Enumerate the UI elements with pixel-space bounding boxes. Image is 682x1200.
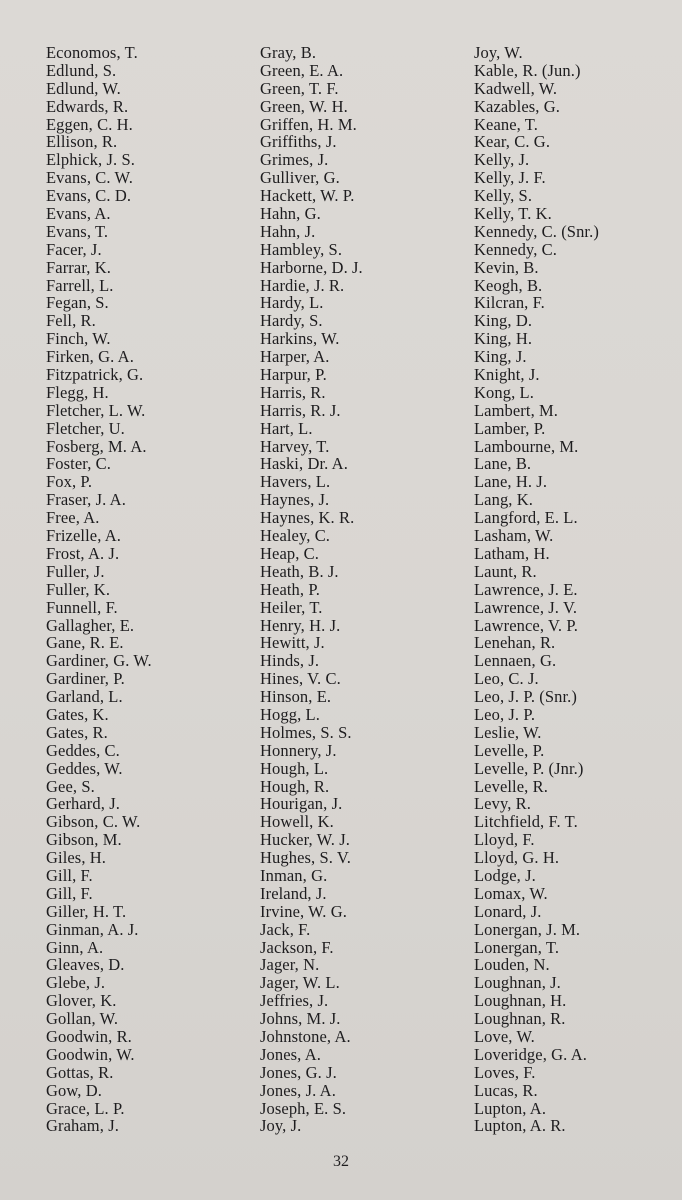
name-entry: Gibson, C. W. [46, 812, 141, 832]
name-entry: Lloyd, G. H. [474, 848, 560, 868]
name-entry: Fosberg, M. A. [46, 436, 147, 456]
name-entry: Latham, H. [474, 543, 550, 563]
name-entry: Heath, B. J. [260, 561, 339, 581]
name-entry: Harkins, W. [260, 329, 340, 349]
name-entry: Langford, E. L. [474, 508, 578, 528]
name-entry: Kazables, G. [474, 96, 560, 116]
name-entry: Hucker, W. J. [260, 830, 351, 850]
name-entry: Levelle, P. [474, 740, 545, 760]
name-entry: Harborne, D. J. [260, 257, 363, 277]
name-entry: Facer, J. [46, 239, 102, 259]
name-entry: Lenehan, R. [474, 633, 556, 653]
name-entry: Gee, S. [46, 776, 95, 796]
name-entry: Haynes, J. [260, 490, 330, 510]
name-entry: Joy, W. [474, 43, 523, 62]
name-entry: Havers, L. [260, 472, 331, 492]
name-entry: Economos, T. [46, 43, 138, 62]
name-entry: Kelly, J. F. [474, 168, 546, 188]
name-entry: Hahn, G. [260, 204, 321, 224]
name-entry: Johns, M. J. [260, 1009, 341, 1029]
name-entry: Evans, C. W. [46, 168, 133, 188]
name-entry: Kadwell, W. [474, 78, 558, 98]
name-entry: Fell, R. [46, 311, 96, 331]
name-entry: Glover, K. [46, 991, 117, 1011]
name-entry: Lasham, W. [474, 526, 554, 546]
name-entry: King, H. [474, 329, 533, 349]
name-entry: Goodwin, W. [46, 1044, 135, 1064]
name-entry: Giller, H. T. [46, 901, 127, 921]
name-entry: Hardy, S. [260, 311, 323, 331]
name-entry: Frizelle, A. [46, 526, 121, 546]
name-entry: Fraser, J. A. [46, 490, 126, 510]
name-entry: Loughnan, J. [474, 973, 561, 993]
name-entry: Howell, K. [260, 812, 334, 832]
name-entry: Loves, F. [474, 1062, 536, 1082]
name-entry: Harpur, P. [260, 365, 327, 385]
name-entry: Lambourne, M. [474, 436, 579, 456]
name-entry: King, D. [474, 311, 533, 331]
name-column-2 [260, 44, 363, 1135]
name-entry: Hough, L. [260, 758, 329, 778]
name-entry: Grace, L. P. [46, 1098, 125, 1118]
name-entry: Firken, G. A. [46, 347, 134, 367]
name-entry: Lupton, A. R. [474, 1116, 566, 1136]
name-entry: Gates, K. [46, 704, 109, 724]
name-entry: Loughnan, H. [474, 991, 567, 1011]
name-entry: Green, W. H. [260, 96, 348, 116]
name-entry: Loughnan, R. [474, 1009, 566, 1029]
name-entry: Graham, J. [46, 1116, 119, 1136]
name-entry: Hines, V. C. [260, 669, 341, 689]
name-entry: Lodge, J. [474, 865, 536, 885]
name-entry: Haynes, K. R. [260, 508, 355, 528]
name-entry: Hahn, J. [260, 221, 316, 241]
name-entry: Green, E. A. [260, 60, 344, 80]
name-entry: Leo, C. J. [474, 669, 539, 689]
name-entry: Irvine, W. G. [260, 901, 347, 921]
name-entry: Jackson, F. [260, 937, 334, 957]
name-entry: Ellison, R. [46, 132, 118, 152]
name-entry: Ireland, J. [260, 883, 327, 903]
name-entry: Levelle, R. [474, 776, 548, 796]
name-entry: Lucas, R. [474, 1080, 538, 1100]
name-entry: Edlund, W. [46, 78, 121, 98]
name-entry: Levy, R. [474, 794, 532, 814]
name-entry: Lloyd, F. [474, 830, 535, 850]
name-entry: Jones, J. A. [260, 1080, 336, 1100]
name-entry: Finch, W. [46, 329, 111, 349]
name-entry: Jager, W. L. [260, 973, 340, 993]
name-entry: Farrell, L. [46, 275, 114, 295]
name-entry: Harris, R. J. [260, 400, 341, 420]
name-entry: Henry, H. J. [260, 615, 341, 635]
name-entry: Lane, H. J. [474, 472, 548, 492]
page-number: 32 [333, 1153, 349, 1170]
name-entry: Kevin, B. [474, 257, 539, 277]
name-entry: Hambley, S. [260, 239, 343, 259]
name-entry: Fuller, J. [46, 561, 105, 581]
name-entry: Gibson, M. [46, 830, 122, 850]
name-entry: Healey, C. [260, 526, 331, 546]
name-entry: Edwards, R. [46, 96, 129, 116]
name-entry: Harris, R. [260, 382, 326, 402]
name-entry: Lennaen, G. [474, 651, 557, 671]
name-entry: Inman, G. [260, 865, 328, 885]
name-entry: Kilcran, F. [474, 293, 545, 313]
name-entry: Lamber, P. [474, 418, 546, 438]
name-column-1 [46, 44, 152, 1135]
name-entry: Heap, C. [260, 543, 319, 563]
name-entry: Louden, N. [474, 955, 550, 975]
name-entry: Hackett, W. P. [260, 186, 355, 206]
name-entry: Kelly, S. [474, 186, 533, 206]
name-column-3 [474, 44, 599, 1135]
name-entry: Kelly, J. [474, 150, 530, 170]
name-entry: Kear, C. G. [474, 132, 551, 152]
name-entry: Griffiths, J. [260, 132, 337, 152]
name-entry: Hart, L. [260, 418, 313, 438]
name-entry: Gottas, R. [46, 1062, 114, 1082]
name-entry: Johnstone, A. [260, 1026, 351, 1046]
name-entry: Elphick, J. S. [46, 150, 135, 170]
name-entry: Holmes, S. S. [260, 722, 352, 742]
name-entry: Heath, P. [260, 579, 321, 599]
name-entry: Hewitt, J. [260, 633, 325, 653]
name-entry: Jager, N. [260, 955, 320, 975]
name-entry: Love, W. [474, 1026, 535, 1046]
name-entry: Jones, A. [260, 1044, 321, 1064]
name-entry: Hardie, J. R. [260, 275, 345, 295]
name-entry: Lambert, M. [474, 400, 559, 420]
name-entry: Kable, R. (Jun.) [474, 60, 581, 80]
name-entry: Hughes, S. V. [260, 848, 352, 868]
name-entry: Gardiner, G. W. [46, 651, 152, 671]
name-entry: Kennedy, C. (Snr.) [474, 221, 599, 241]
name-entry: Lonergan, T. [474, 937, 560, 957]
name-entry: Giles, H. [46, 848, 107, 868]
name-entry: Geddes, W. [46, 758, 123, 778]
name-entry: Knight, J. [474, 365, 540, 385]
name-entry: Lonergan, J. M. [474, 919, 581, 939]
name-entry: Free, A. [46, 508, 100, 528]
name-entry: Kelly, T. K. [474, 204, 552, 224]
name-entry: Leo, J. P. [474, 704, 536, 724]
name-entry: Levelle, P. (Jnr.) [474, 758, 584, 778]
name-entry: Hourigan, J. [260, 794, 343, 814]
name-entry: Eggen, C. H. [46, 114, 133, 134]
name-entry: Gow, D. [46, 1080, 103, 1100]
name-entry: Harper, A. [260, 347, 330, 367]
name-entry: Grimes, J. [260, 150, 329, 170]
name-entry: Farrar, K. [46, 257, 111, 277]
name-entry: Hogg, L. [260, 704, 320, 724]
name-entry: Funnell, F. [46, 597, 118, 617]
name-entry: Gill, F. [46, 865, 93, 885]
name-entry: Evans, A. [46, 204, 111, 224]
name-entry: Lomax, W. [474, 883, 548, 903]
name-entry: Edlund, S. [46, 60, 117, 80]
name-entry: Fitzpatrick, G. [46, 365, 144, 385]
name-entry: Harvey, T. [260, 436, 330, 456]
name-entry: Fox, P. [46, 472, 93, 492]
name-entry: Flegg, H. [46, 382, 109, 402]
name-entry: Evans, T. [46, 221, 109, 241]
name-entry: Gleaves, D. [46, 955, 125, 975]
name-entry: Frost, A. J. [46, 543, 120, 563]
name-entry: Fletcher, U. [46, 418, 125, 438]
name-entry: Kennedy, C. [474, 239, 557, 259]
name-entry: Ginman, A. J. [46, 919, 139, 939]
name-entry: Joy, J. [260, 1116, 302, 1136]
name-entry: Gollan, W. [46, 1009, 119, 1029]
name-entry: Fletcher, L. W. [46, 400, 146, 420]
name-entry: Gallagher, E. [46, 615, 135, 635]
name-entry: Gane, R. E. [46, 633, 124, 653]
name-entry: Gill, F. [46, 883, 93, 903]
name-entry: Griffen, H. M. [260, 114, 357, 134]
name-entry: Fegan, S. [46, 293, 109, 313]
name-entry: Leslie, W. [474, 722, 542, 742]
name-entry: Lang, K. [474, 490, 533, 510]
name-entry: Keogh, B. [474, 275, 543, 295]
name-entry: Gulliver, G. [260, 168, 340, 188]
name-entry: Lawrence, J. E. [474, 579, 578, 599]
name-entry: Loveridge, G. A. [474, 1044, 587, 1064]
name-entry: Hinds, J. [260, 651, 320, 671]
name-entry: Lane, B. [474, 454, 532, 474]
name-entry: Fuller, K. [46, 579, 111, 599]
name-entry: Heiler, T. [260, 597, 323, 617]
name-entry: Gates, R. [46, 722, 108, 742]
name-entry: Geddes, C. [46, 740, 120, 760]
name-entry: King, J. [474, 347, 527, 367]
name-entry: Hinson, E. [260, 687, 332, 707]
name-entry: Evans, C. D. [46, 186, 132, 206]
name-entry: Jeffries, J. [260, 991, 329, 1011]
name-entry: Gerhard, J. [46, 794, 120, 814]
name-entry: Keane, T. [474, 114, 538, 134]
name-entry: Haski, Dr. A. [260, 454, 348, 474]
name-entry: Green, T. F. [260, 78, 339, 98]
name-entry: Lonard, J. [474, 901, 542, 921]
name-entry: Kong, L. [474, 382, 534, 402]
name-entry: Launt, R. [474, 561, 537, 581]
name-entry: Gray, B. [260, 43, 317, 62]
name-entry: Jack, F. [260, 919, 311, 939]
name-entry: Jones, G. J. [260, 1062, 337, 1082]
name-entry: Leo, J. P. (Snr.) [474, 687, 577, 707]
name-entry: Garland, L. [46, 687, 123, 707]
name-entry: Lupton, A. [474, 1098, 547, 1118]
name-entry: Hardy, L. [260, 293, 324, 313]
name-entry: Goodwin, R. [46, 1026, 132, 1046]
name-entry: Gardiner, P. [46, 669, 125, 689]
name-entry: Foster, C. [46, 454, 111, 474]
name-entry: Lawrence, V. P. [474, 615, 578, 635]
name-entry: Honnery, J. [260, 740, 337, 760]
name-entry: Joseph, E. S. [260, 1098, 347, 1118]
name-entry: Glebe, J. [46, 973, 106, 993]
name-entry: Hough, R. [260, 776, 330, 796]
name-entry: Litchfield, F. T. [474, 812, 578, 832]
name-entry: Ginn, A. [46, 937, 104, 957]
name-entry: Lawrence, J. V. [474, 597, 578, 617]
